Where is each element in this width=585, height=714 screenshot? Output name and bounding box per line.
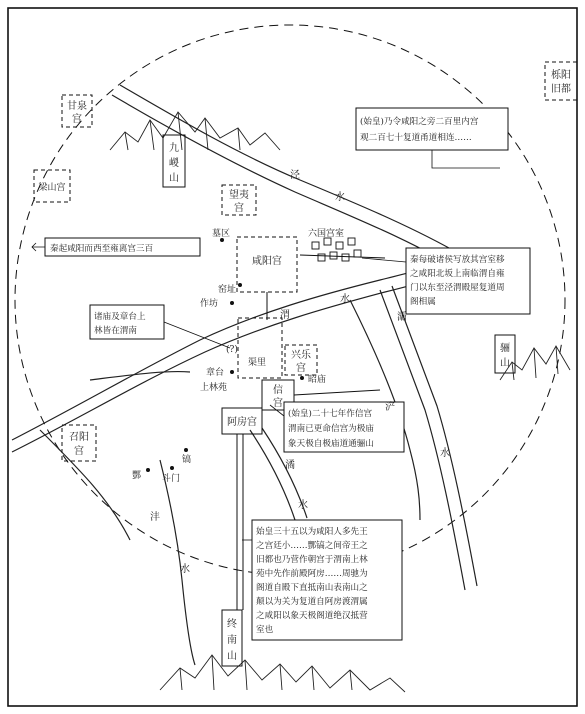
- palace-square: [336, 242, 343, 249]
- zhongnan-mountain-label-3: 山: [227, 651, 237, 662]
- jiuzong-mountain-range: [110, 112, 280, 150]
- note-5-line: 象天极自极庙道通骊山: [288, 439, 374, 449]
- corridor-xianyang-to-efang: [262, 292, 267, 408]
- li-mountain-label-2: 山: [500, 358, 510, 369]
- jiuzong-mountain-label: 九: [169, 143, 179, 154]
- jiuzong-mountain-label-3: 山: [169, 173, 179, 184]
- note-4-leader: [164, 322, 230, 348]
- shanglinyuan-label: 上林苑: [200, 383, 228, 393]
- feng-river-label-2: 水: [180, 564, 190, 575]
- wei-river-label-1: 渭: [280, 310, 290, 321]
- note-6-line: 苑中先作前殿阿房……周驰为: [256, 569, 368, 579]
- note-4-line: 林皆在渭南: [94, 326, 137, 336]
- note-1-line: 观二百七十复道甬道相连……: [360, 133, 472, 143]
- liangshan-palace-label: 梁山宫: [38, 183, 66, 193]
- zhongnan-mountain-range: [160, 655, 405, 692]
- note-6-line: 之宫廷小……酆镐之间帝王之: [256, 541, 368, 551]
- zhaoyang-palace-label-2: 宫: [74, 446, 84, 457]
- palace-square: [348, 238, 355, 245]
- muqu-label: 墓区: [212, 229, 231, 239]
- li-mountain-hatch: [512, 346, 558, 380]
- note-4-line: 诸庙及章台上: [94, 312, 146, 322]
- yaozhi-dot: [238, 283, 242, 287]
- xingle-palace-label: 兴乐: [291, 350, 311, 361]
- jiuzong-mountain-label-2: 嵕: [169, 158, 179, 169]
- jue-river-label: 潏: [285, 460, 295, 471]
- yaozhi-label: 窑址: [218, 285, 237, 295]
- ganquan-palace-label-2: 宫: [72, 114, 82, 125]
- note-2: 秦起咸阳而西至雍离宫三百: [50, 244, 154, 254]
- note-3-line: 之咸阳北坂上南临渭自雍: [410, 269, 505, 279]
- note-leaders: [32, 150, 500, 540]
- note-6-line: 旧都也乃营作朝宫于渭南上林: [256, 555, 368, 565]
- zhaomiao-label: 昭庙: [308, 375, 327, 385]
- note-3-leader: [362, 258, 406, 262]
- hao-label: 镐: [182, 455, 192, 465]
- feng-dot: [146, 468, 150, 472]
- efang-palace-label: 阿房宫: [227, 417, 257, 428]
- note-box-6: [252, 520, 402, 640]
- note-3-line: 门以东至泾渭殿屋复道周: [410, 283, 505, 293]
- wangyi-palace-label-2: 宫: [234, 203, 244, 214]
- zhaoyang-palace-label: 召阳: [69, 432, 89, 443]
- yueyang-capital-label-2: 旧都: [551, 84, 571, 95]
- chan-river-label-2: 水: [440, 448, 450, 459]
- feng-river: [160, 460, 195, 665]
- note-2-arrow: [32, 243, 45, 251]
- six-state-palaces-label: 六国宫室: [308, 229, 345, 239]
- feng-label: 酆: [132, 471, 142, 481]
- xingle-palace-label-2: 宫: [296, 363, 306, 374]
- li-mountain-label: 骊: [500, 343, 510, 354]
- hao-dot: [184, 448, 188, 452]
- doumen-dot: [170, 466, 174, 470]
- note-1-leader: [432, 150, 500, 168]
- zhaomiao-dot: [300, 376, 304, 380]
- tributary-southwest: [40, 430, 130, 540]
- note-3-line: 秦每破诸侯写放其宫室移: [410, 255, 505, 265]
- note-1-line: (始皇)乃令咸阳之旁二百里内宫: [360, 117, 479, 127]
- qumiao-label: 渠里: [248, 358, 267, 368]
- corridor-efang-to-zhongnan: [237, 434, 243, 610]
- tributary-west: [90, 372, 190, 380]
- six-state-palaces-symbols: [312, 238, 361, 261]
- palace-square: [354, 250, 361, 257]
- xin-palace-label: 信: [273, 385, 283, 396]
- jue-river-label-2: 水: [298, 500, 308, 511]
- feng-river-label: 沣: [150, 512, 160, 523]
- note-6-line: 颠以为关为复道自阿房渡渭属: [256, 597, 368, 607]
- note-6-line: 室也: [256, 625, 274, 635]
- note-6-line: 之咸阳以象天极阁道绝汉抵营: [256, 611, 368, 621]
- zhangtai-dot: [230, 370, 234, 374]
- wangyi-palace-label: 望夷: [229, 190, 249, 201]
- ganquan-palace-label: 甘泉: [67, 101, 87, 112]
- question-label: (?): [226, 345, 238, 355]
- ba-river-bank: [392, 286, 477, 586]
- zuofang-dot: [230, 301, 234, 305]
- note-box-1: [356, 108, 508, 150]
- yueyang-capital-label: 栎阳: [551, 70, 571, 81]
- note-6-line: 阁道自殿下直抵南山表南山之: [256, 583, 368, 593]
- chan-river-label: 浐: [385, 402, 395, 413]
- note-3-line: 阁相属: [410, 297, 436, 307]
- wei-south-area-box: [238, 318, 282, 378]
- doumen-label: 斗门: [162, 474, 181, 484]
- palace-square: [330, 252, 337, 259]
- zhangtai-label: 章台: [206, 368, 225, 378]
- ba-river-label: 灞: [397, 312, 407, 323]
- note-5: [288, 407, 374, 449]
- xianyang-palace-label: 咸阳宫: [252, 256, 282, 267]
- palace-square: [342, 254, 349, 261]
- palace-square: [318, 254, 325, 261]
- rivers: [12, 85, 477, 665]
- palace-square: [312, 242, 319, 249]
- xin-palace-label-2: 宫: [273, 398, 283, 409]
- zhongnan-mountain-hatch: [180, 655, 352, 690]
- note-5-line: (始皇)二十七年作信宫: [288, 409, 373, 419]
- note-5-line: 渭南已更命信宫为极庙: [288, 424, 374, 434]
- zuofang-label: 作坊: [200, 299, 219, 309]
- jing-river-label-2: 水: [335, 192, 345, 203]
- palace-square: [324, 238, 331, 245]
- jing-river-label: 泾: [290, 170, 300, 181]
- note-6-line: 始皇三十五以为咸阳人多先王: [256, 527, 368, 537]
- zhongnan-mountain-label: 终: [227, 619, 237, 630]
- zhongnan-mountain-label-2: 南: [227, 635, 237, 646]
- corridor-palaces-east: [300, 255, 385, 258]
- wei-river-label-2: 水: [340, 294, 350, 305]
- corridor-xin-to-li: [294, 390, 380, 395]
